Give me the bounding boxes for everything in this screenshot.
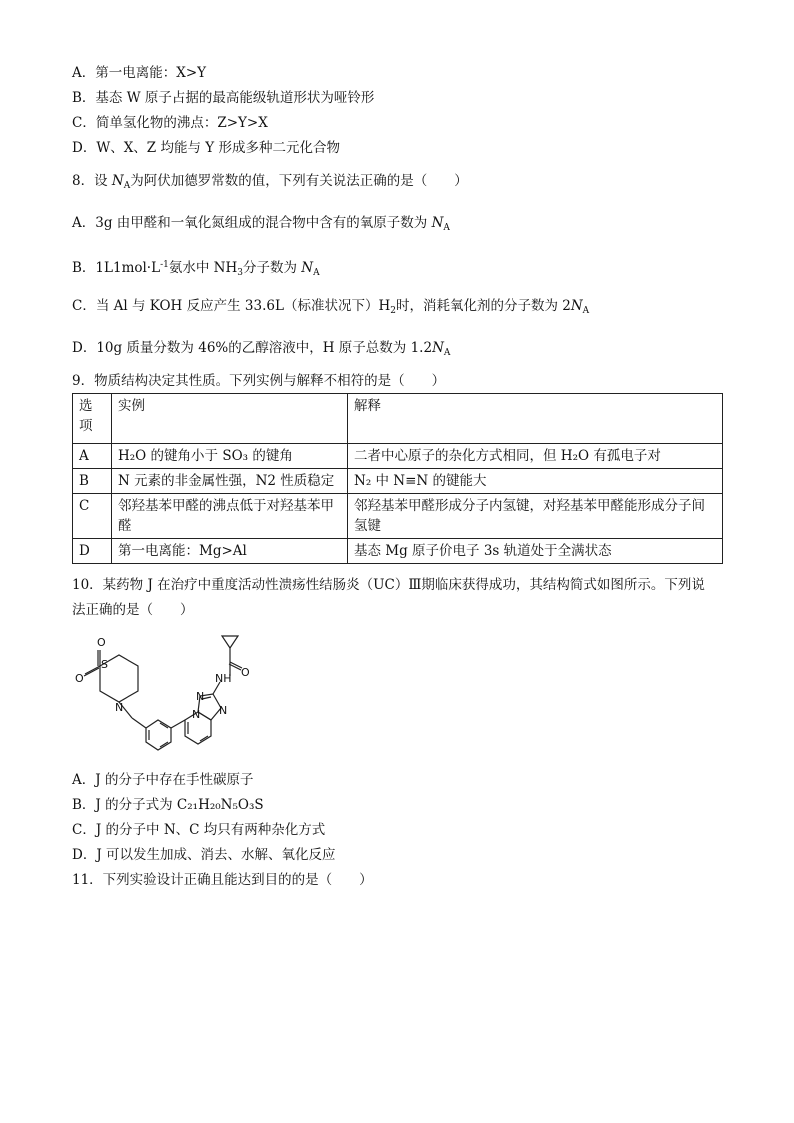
- q10-option-d: D．J 可以发生加成、消去、水解、氧化反应: [72, 847, 336, 863]
- atom-label-o: O: [97, 636, 106, 649]
- header-explanation: 解释: [348, 394, 723, 444]
- atom-label-n: N: [115, 701, 124, 714]
- q7-option-c: C．简单氢化物的沸点：Z>Y>X: [72, 115, 268, 131]
- q8-stem: [72, 172, 468, 195]
- atom-label-n: N: [196, 690, 205, 703]
- atom-label-o: O: [241, 666, 250, 679]
- table-row: [73, 539, 723, 564]
- row-option: C: [73, 494, 112, 539]
- q8-stem-suffix: 为阿伏加德罗常数的值，下列有关说法正确的是（ ）: [130, 173, 468, 189]
- atom-label-s: S: [101, 658, 108, 671]
- q10-option-c: C．J 的分子中 N、C 均只有两种杂化方式: [72, 822, 326, 838]
- row-example: H₂O 的键角小于 SO₃ 的键角: [112, 444, 348, 469]
- header-option: 选项: [73, 394, 112, 444]
- row-example: 第一电离能：Mg>Al: [112, 539, 348, 564]
- q8-option-b: B．$1L1mol\cdot L^{-1}$氨水中 $NH_3$分子数为 $N_A$: [72, 260, 320, 278]
- table-row: [73, 444, 723, 469]
- atom-label-n: N: [192, 708, 201, 721]
- row-example: N 元素的非金属性强，N2 性质稳定: [112, 469, 348, 494]
- benzene-ring: [146, 720, 171, 750]
- q10-stem-line1: 10．某药物 J 在治疗中重度活动性溃疡性结肠炎（UC）Ⅲ期临床获得成功，其结构简式如图所示。下列说: [72, 577, 705, 593]
- q7-option-a: A．第一电离能：X>Y: [72, 65, 207, 81]
- q8-option-d: D．10g 质量分数为 46%的乙醇溶液中，H 原子总数为 $1.2N_A$: [72, 340, 451, 358]
- q10-option-a: A．J 的分子中存在手性碳原子: [72, 772, 254, 788]
- row-option: A: [73, 444, 112, 469]
- row-option: D: [73, 539, 112, 564]
- table-row: [73, 494, 723, 539]
- atom-label-n: N: [219, 704, 228, 717]
- atom-label-o: O: [75, 672, 84, 685]
- header-example: 实例: [112, 394, 348, 444]
- q11-stem: 11．下列实验设计正确且能达到目的的是（ ）: [72, 872, 373, 888]
- q9-stem: 9．物质结构决定其性质。下列实例与解释不相符的是（ ）: [72, 373, 446, 389]
- q8-option-a: A．3g 由甲醛和一氧化氮组成的混合物中含有的氧原子数为 $N_A$: [72, 215, 450, 233]
- row-explanation: 基态 Mg 原子价电子 3s 轨道处于全满状态: [348, 539, 723, 564]
- q9-table: [72, 393, 723, 564]
- row-explanation: N₂ 中 N≡N 的键能大: [348, 469, 723, 494]
- q7-option-d: D．W、X、Z 均能与 Y 形成多种二元化合物: [72, 140, 340, 156]
- row-option: B: [73, 469, 112, 494]
- table-header-row: [73, 394, 723, 444]
- row-explanation: 邻羟基苯甲醛形成分子内氢键，对羟基苯甲醛能形成分子间氢键: [348, 494, 723, 539]
- q7-option-b: B．基态 W 原子占据的最高能级轨道形状为哑铃形: [72, 90, 375, 106]
- q10-option-b: B．J 的分子式为 C₂₁H₂₀N₅O₃S: [72, 797, 264, 813]
- row-example: 邻羟基苯甲醛的沸点低于对羟基苯甲醛: [112, 494, 348, 539]
- table-row: [73, 469, 723, 494]
- cyclopropyl-ring: [222, 636, 238, 648]
- avogadro-symbol: $N_A$: [111, 173, 131, 191]
- q10-stem-line2: 法正确的是（ ）: [72, 602, 194, 618]
- row-explanation: 二者中心原子的杂化方式相同，但 H₂O 有孤电子对: [348, 444, 723, 469]
- structure-diagram: [72, 624, 248, 760]
- q8-option-c: C．当 Al 与 KOH 反应产生 33.6L（标准状况下）$H_2$时，消耗氧化剂的分子数为 $2N_A$: [72, 298, 590, 316]
- q8-stem-prefix: 8．设: [72, 173, 112, 189]
- atom-label-nh: NH: [215, 672, 232, 685]
